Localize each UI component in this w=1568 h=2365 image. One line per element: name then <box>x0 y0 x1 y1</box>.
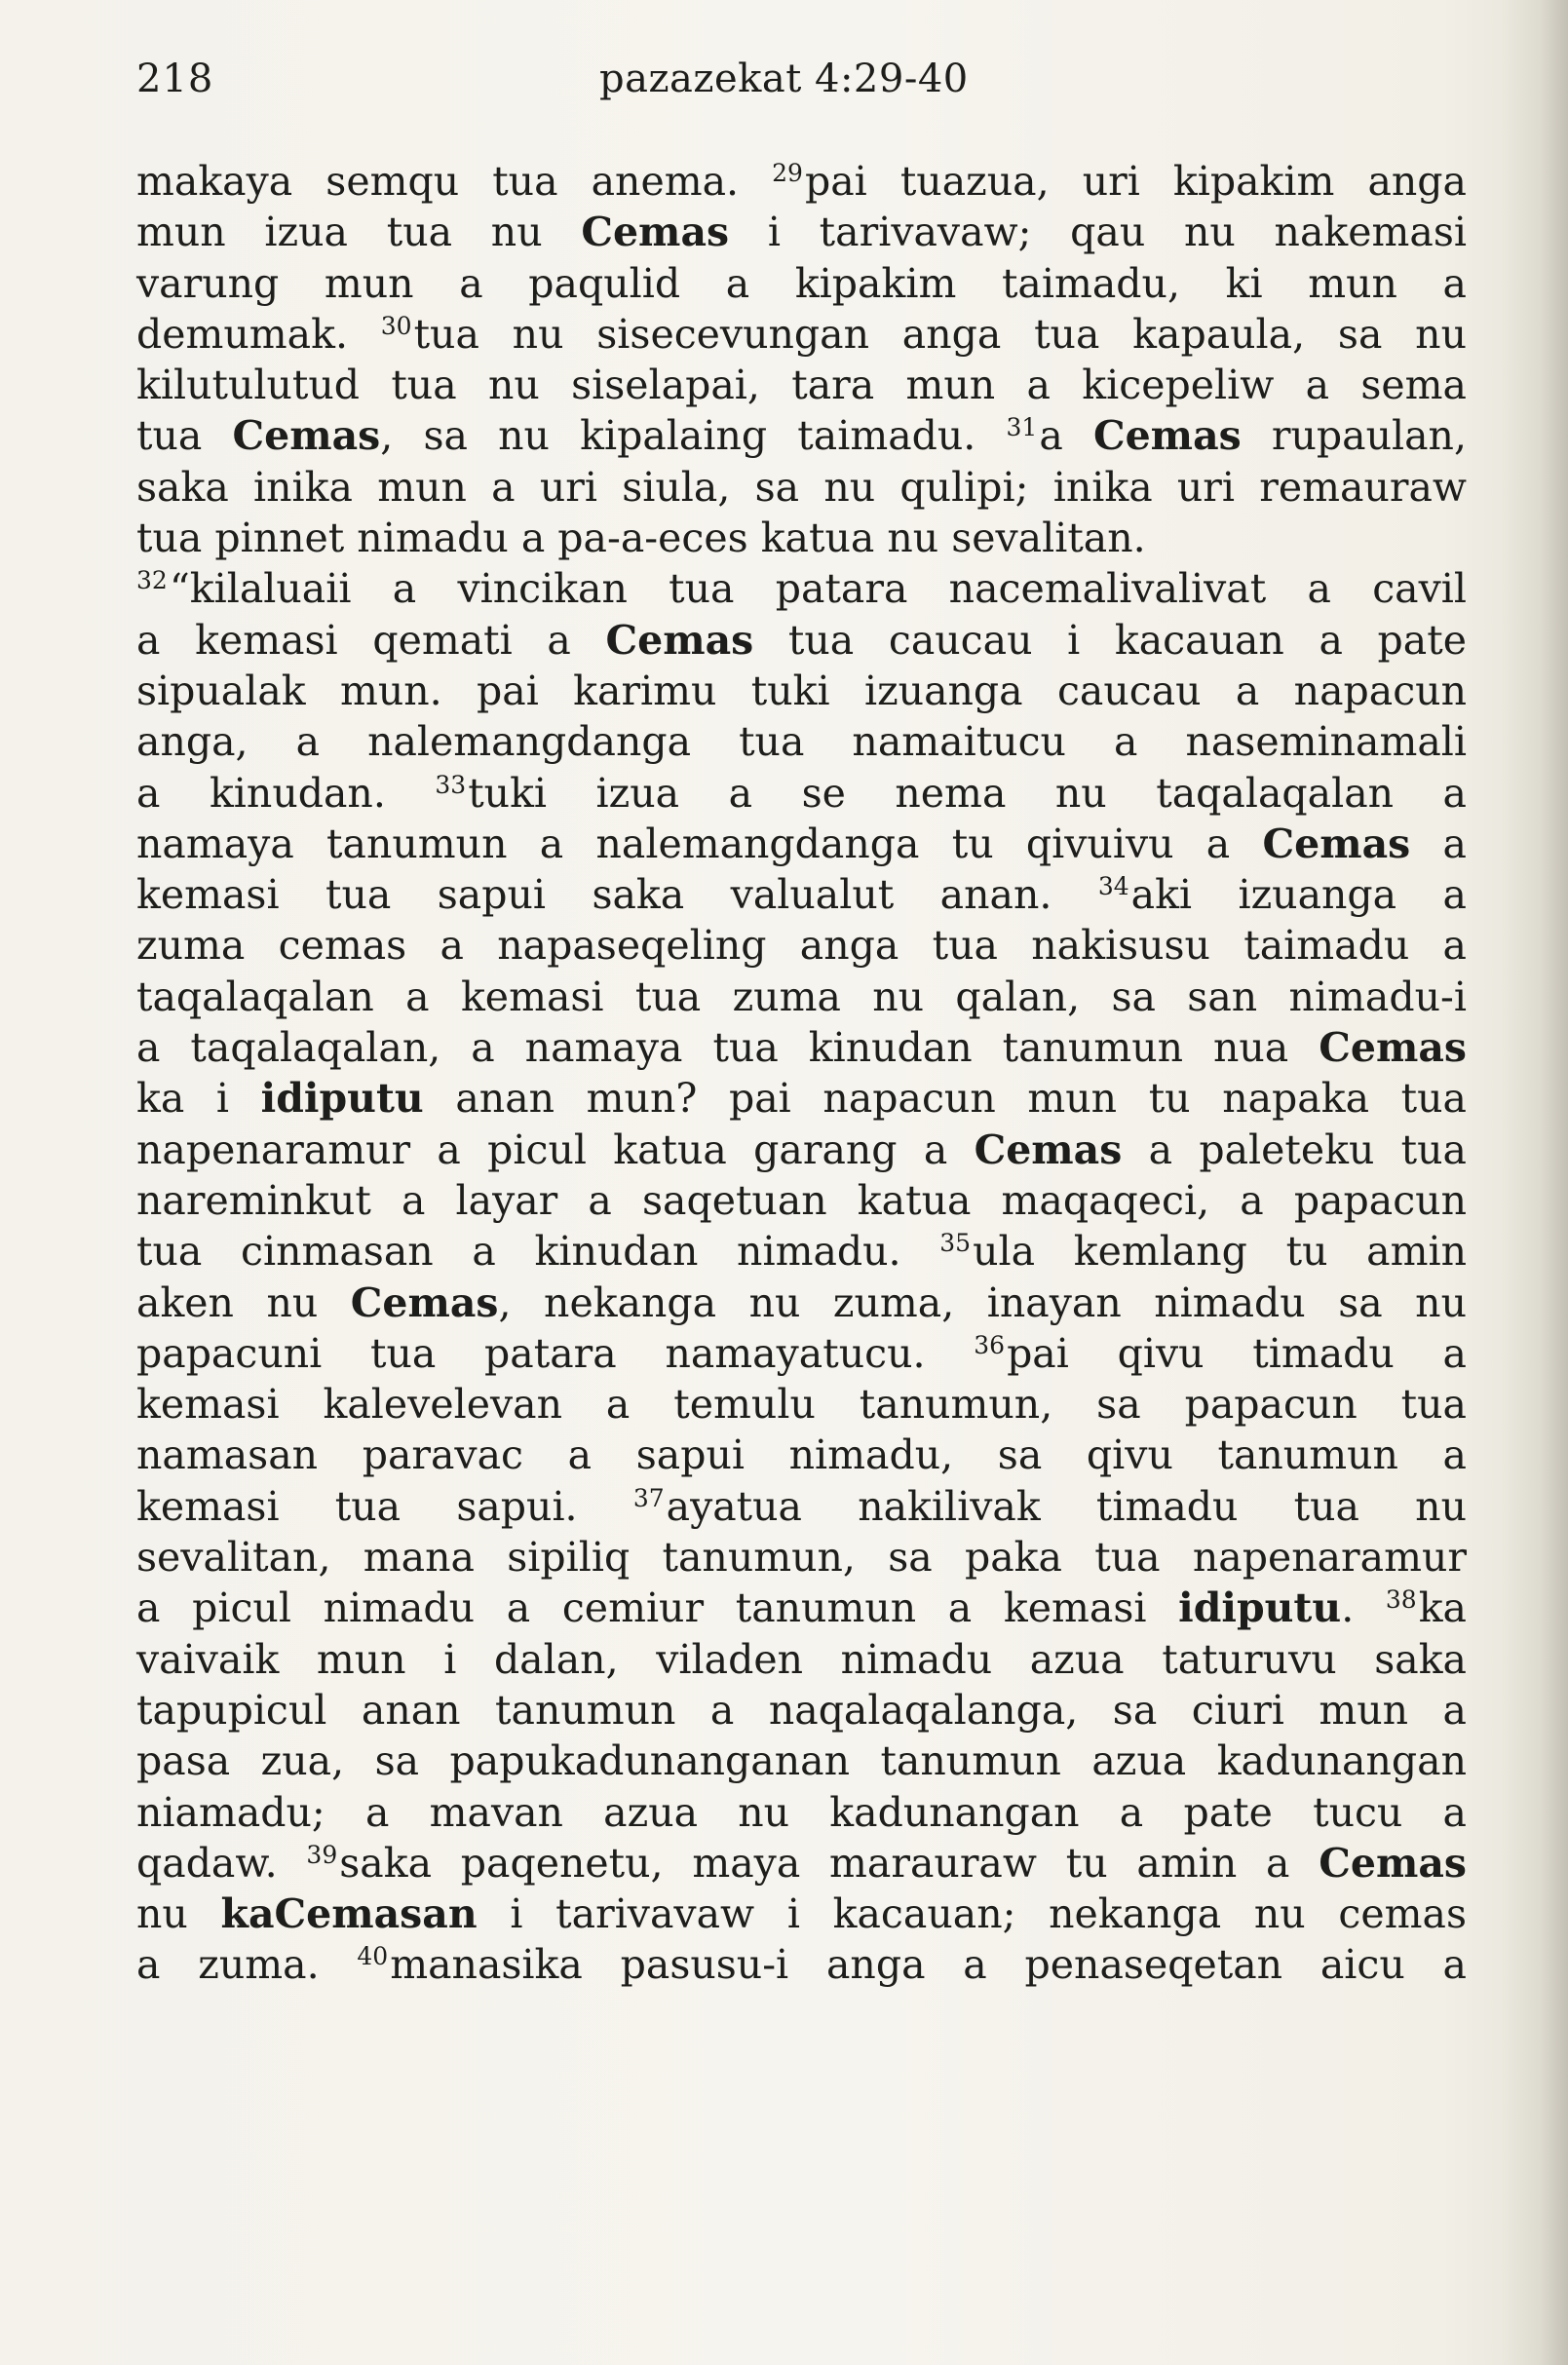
text-run: a kinudan. <box>136 769 436 817</box>
line-5 <box>136 360 1467 410</box>
line-19 <box>136 1073 1467 1124</box>
line-27 <box>136 1481 1467 1532</box>
text-run: demumak. <box>136 310 381 358</box>
line-21 <box>136 1175 1467 1226</box>
bold-term: Cemas <box>232 412 381 460</box>
text-run: manasika pasusu-i anga a penaseqetan aicu a <box>390 1941 1467 1989</box>
text-run: tapupicul anan tanumun a naqalaqalanga, sa ciuri mun a <box>136 1686 1467 1734</box>
text-run: sipualak mun. pai karimu tuki izuanga caucau a napacun <box>136 667 1467 714</box>
text-run: pai qivu timadu a <box>1007 1329 1467 1377</box>
text-run: i tarivavaw i kacauan; nekanga nu cemas <box>477 1890 1467 1938</box>
text-run: napenaramur a picul katua garang a <box>136 1125 975 1173</box>
bold-term: kaCemasan <box>220 1890 478 1938</box>
verse-number: 29 <box>772 159 803 187</box>
text-run: varung mun a paqulid a kipakim taimadu, ki mun a <box>136 259 1467 307</box>
line-23 <box>136 1278 1467 1328</box>
text-run: ula kemlang tu amin <box>973 1228 1467 1276</box>
line-22 <box>136 1226 1467 1277</box>
text-run: ka <box>1418 1584 1467 1632</box>
line-34 <box>136 1838 1467 1888</box>
bold-term: Cemas <box>974 1125 1123 1173</box>
line-36 <box>136 1939 1467 1990</box>
bold-term: Cemas <box>1262 820 1411 867</box>
text-run: nareminkut a layar a saqetuan katua maqaqeci, a papacun <box>136 1176 1467 1224</box>
text-run: aken nu <box>136 1278 351 1326</box>
bold-term: Cemas <box>1319 1839 1467 1887</box>
text-run: tua nu sisecevungan anga tua kapaula, sa nu <box>413 310 1467 358</box>
line-1 <box>136 156 1467 207</box>
text-run: taqalaqalan a kemasi tua zuma nu qalan, sa san nimadu-i <box>136 973 1467 1020</box>
text-run: kemasi tua sapui. <box>136 1482 633 1530</box>
text-run: nu <box>136 1890 221 1938</box>
text-run: a picul nimadu a cemiur tanumun a kemasi <box>136 1584 1179 1632</box>
text-run: mun izua tua nu <box>136 209 582 256</box>
bold-term: Cemas <box>1319 1024 1467 1072</box>
line-8 <box>136 513 1467 563</box>
verse-number: 36 <box>974 1330 1006 1359</box>
text-run: ka i <box>136 1075 261 1123</box>
line-35 <box>136 1888 1467 1939</box>
text-run: pai tuazua, uri kipakim anga <box>804 158 1467 205</box>
line-3 <box>136 258 1467 309</box>
text-run: aki izuanga a <box>1130 871 1467 919</box>
text-run: tua pinnet nimadu a pa-a-eces katua nu sevalitan. <box>136 515 1146 562</box>
line-31 <box>136 1685 1467 1736</box>
line-29 <box>136 1583 1467 1633</box>
line-24 <box>136 1328 1467 1379</box>
line-6 <box>136 410 1467 461</box>
line-26 <box>136 1430 1467 1480</box>
text-run: kemasi tua sapui saka valualut anan. <box>136 871 1098 919</box>
line-12 <box>136 716 1467 767</box>
text-run: zuma cemas a napaseqeling anga tua nakisusu taimadu a <box>136 922 1467 970</box>
bold-term: idiputu <box>260 1075 424 1123</box>
text-run: niamadu; a mavan azua nu kadunangan a pate tucu a <box>136 1788 1467 1836</box>
verse-number: 37 <box>632 1483 665 1512</box>
line-11 <box>136 666 1467 716</box>
text-run: a zuma. <box>136 1941 358 1989</box>
text-run: tuki izua a se nema nu taqalaqalan a <box>468 769 1467 817</box>
bold-term: Cemas <box>350 1278 499 1326</box>
text-run: sevalitan, mana sipiliq tanumun, sa paka tua napenaramur <box>136 1534 1467 1582</box>
bold-term: Cemas <box>605 616 754 664</box>
text-run: ayatua nakilivak timadu tua nu <box>666 1482 1467 1530</box>
page-number: 218 <box>136 57 214 101</box>
text-run: saka inika mun a uri siula, sa nu qulipi; inika uri remauraw <box>136 463 1467 511</box>
text-run: . <box>1341 1584 1386 1632</box>
verse-number: 40 <box>357 1942 389 1971</box>
line-20 <box>136 1125 1467 1175</box>
text-run: kilutulutud tua nu siselapai, tara mun a kicepeliw a sema <box>136 362 1467 409</box>
text-run: a <box>1410 820 1467 867</box>
line-14 <box>136 819 1467 869</box>
text-run: , sa nu kipalaing taimadu. <box>380 412 1007 460</box>
text-run: tua <box>136 412 233 460</box>
line-30 <box>136 1634 1467 1685</box>
line-10 <box>136 615 1467 666</box>
verse-number: 39 <box>306 1840 338 1869</box>
verse-number: 35 <box>939 1229 972 1258</box>
text-run: a kemasi qemati a <box>136 616 606 664</box>
line-32 <box>136 1736 1467 1786</box>
line-33 <box>136 1787 1467 1838</box>
running-head: pazazekat 4:29-40 <box>599 57 969 101</box>
line-16 <box>136 920 1467 971</box>
line-17 <box>136 972 1467 1022</box>
text-run: a <box>1039 412 1093 460</box>
text-run: kemasi kalevelevan a temulu tanumun, sa papacun tua <box>136 1381 1467 1429</box>
verse-number: 38 <box>1385 1585 1417 1615</box>
bold-term: idiputu <box>1178 1584 1342 1632</box>
line-18 <box>136 1022 1467 1073</box>
verse-number: 34 <box>1097 872 1129 901</box>
line-2 <box>136 207 1467 257</box>
verse-number: 30 <box>380 311 412 340</box>
text-run: i tarivavaw; qau nu nakemasi <box>729 209 1467 256</box>
line-9 <box>136 563 1467 614</box>
bold-term: Cemas <box>581 209 730 256</box>
verse-number: 31 <box>1006 413 1038 442</box>
text-run: saka paqenetu, maya marauraw tu amin a <box>339 1839 1319 1887</box>
text-run: namaya tanumun a nalemangdanga tu qivuivu a <box>136 820 1263 867</box>
text-run: anan mun? pai napacun mun tu napaka tua <box>423 1075 1467 1123</box>
text-run: “kilaluaii a vincikan tua patara nacemalivalivat a cavil <box>169 565 1467 613</box>
text-run: namasan paravac a sapui nimadu, sa qivu tanumun a <box>136 1431 1467 1479</box>
bold-term: Cemas <box>1092 412 1242 460</box>
page-header <box>136 57 1467 115</box>
text-run: tua cinmasan a kinudan nimadu. <box>136 1228 940 1276</box>
spine-shadow <box>1500 0 1568 2365</box>
text-run: makaya semqu tua anema. <box>136 158 773 205</box>
text-run: a paleteku tua <box>1122 1125 1467 1173</box>
line-28 <box>136 1532 1467 1583</box>
line-4 <box>136 309 1467 360</box>
text-run: rupaulan, <box>1241 412 1467 460</box>
line-13 <box>136 768 1467 819</box>
text-run: , nekanga nu zuma, inayan nimadu sa nu <box>498 1278 1467 1326</box>
verse-number: 32 <box>136 566 168 595</box>
body-text <box>136 156 1467 1991</box>
line-25 <box>136 1379 1467 1430</box>
line-15 <box>136 869 1467 920</box>
line-7 <box>136 462 1467 513</box>
text-run: vaivaik mun i dalan, viladen nimadu azua taturuvu saka <box>136 1635 1467 1683</box>
verse-number: 33 <box>435 770 467 799</box>
text-run: pasa zua, sa papukadunanganan tanumun azua kadunangan <box>136 1737 1467 1785</box>
text-run: a taqalaqalan, a namaya tua kinudan tanumun nua <box>136 1024 1319 1072</box>
text-run: anga, a nalemangdanga tua namaitucu a naseminamali <box>136 718 1467 766</box>
text-run: qadaw. <box>136 1839 307 1887</box>
text-run: tua caucau i kacauan a pate <box>753 616 1467 664</box>
text-run: papacuni tua patara namayatucu. <box>136 1329 975 1377</box>
